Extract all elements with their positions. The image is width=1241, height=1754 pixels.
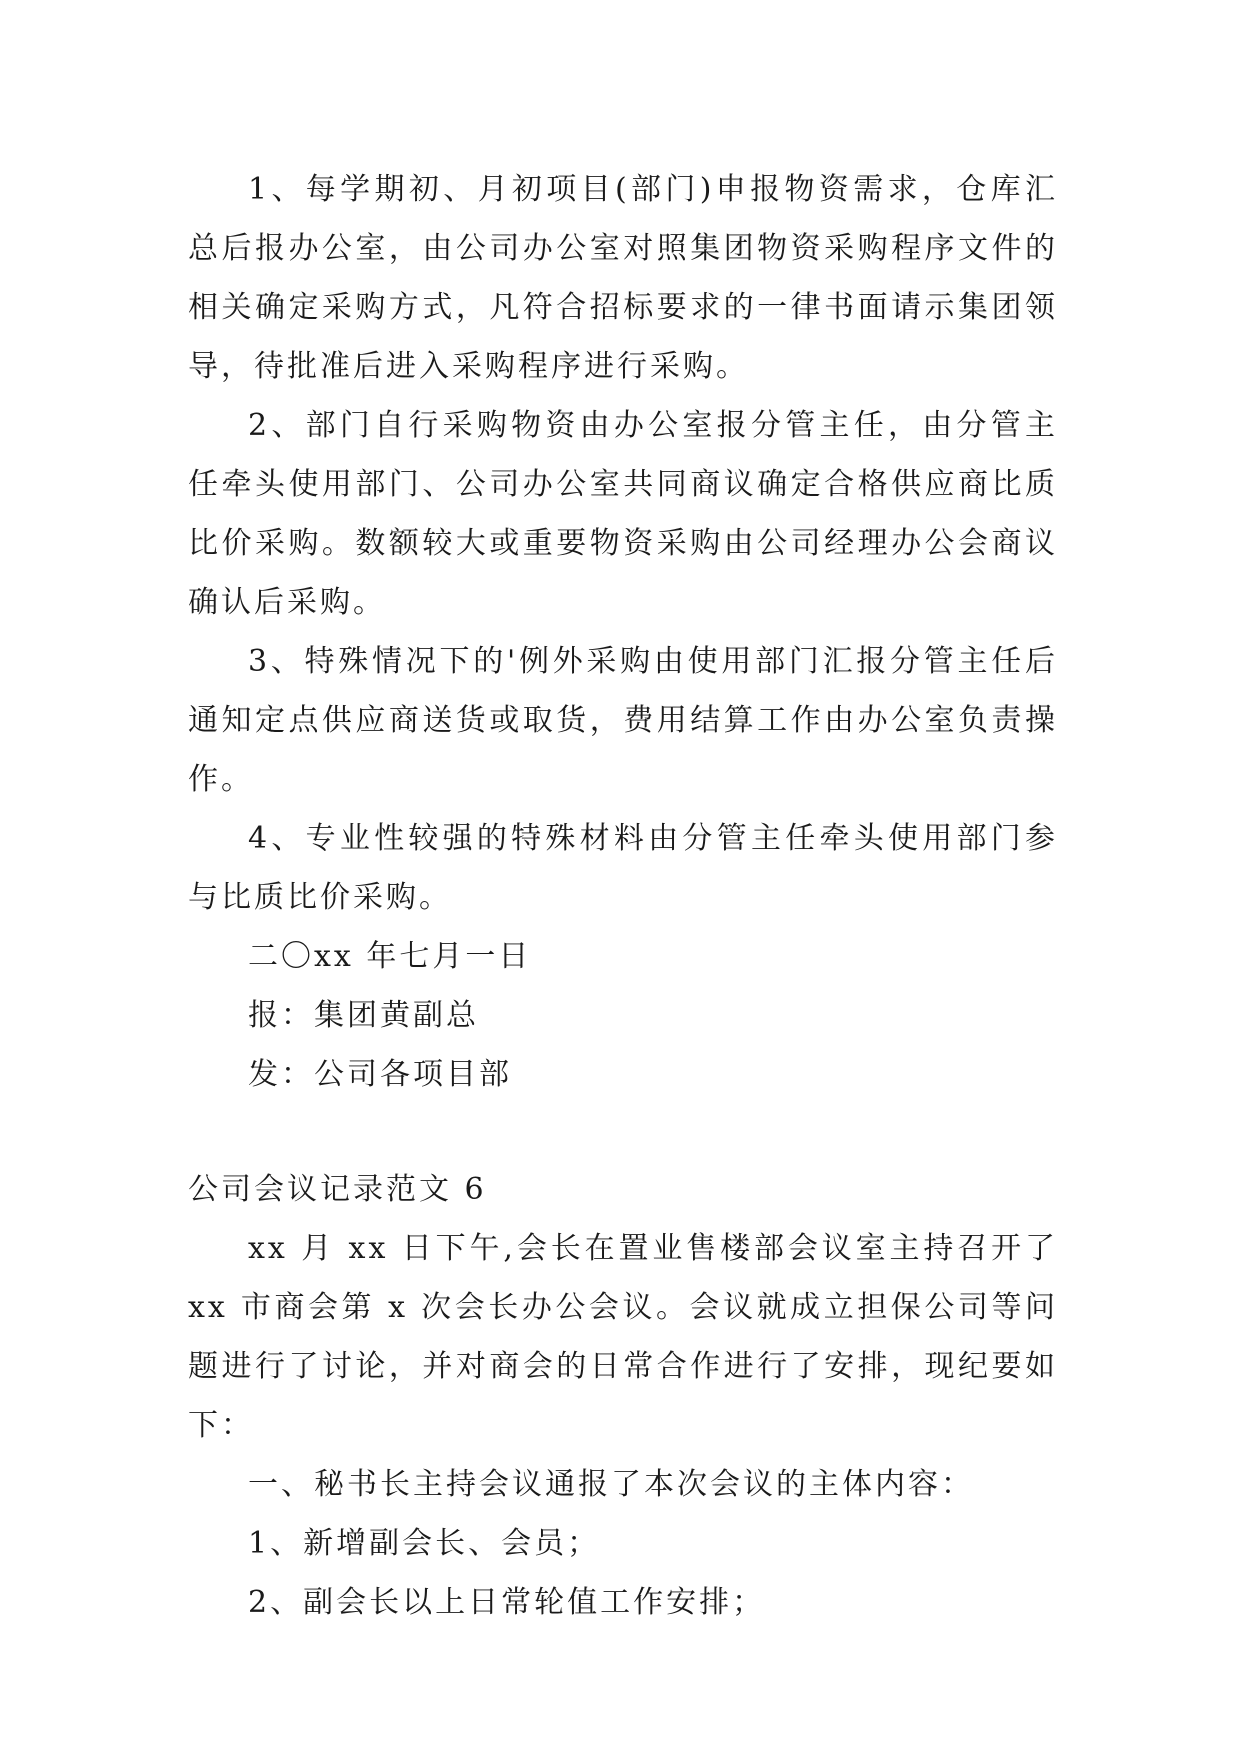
section-gap <box>188 1104 1058 1160</box>
meeting-point-1: 一、秘书长主持会议通报了本次会议的主体内容： <box>248 1467 974 1502</box>
paragraph-item-1: 1、每学期初、月初项目(部门)申报物资需求，仓库汇总后报办公室，由公司办公室对照集团物资采购程序文件的相关确定采购方式，凡符合招标要求的一律书面请示集团领导，待批准后进入采购程序进行采购。 <box>188 172 1058 384</box>
send-to-line: 发：公司各项目部 <box>248 1057 512 1092</box>
meeting-sub-item-1: 1、新增副会长、会员； <box>248 1526 601 1561</box>
report-to-line: 报：集团黄副总 <box>248 998 479 1033</box>
paragraph-item-3: 3、特殊情况下的'例外采购由使用部门汇报分管主任后通知定点供应商送货或取货，费用结算工作由办公室负责操作。 <box>188 644 1058 797</box>
section-title: 公司会议记录范文 6 <box>188 1172 487 1207</box>
meeting-sub-item-2: 2、副会长以上日常轮值工作安排； <box>248 1585 766 1620</box>
meeting-intro: xx 月 xx 日下午,会长在置业售楼部会议室主持召开了 xx 市商会第 x 次会长办公会议。会议就成立担保公司等问题进行了讨论，并对商会的日常合作进行了安排，现纪要如下： <box>188 1231 1058 1443</box>
document-body <box>188 160 1058 1632</box>
paragraph-item-2: 2、部门自行采购物资由办公室报分管主任，由分管主任牵头使用部门、公司办公室共同商议确定合格供应商比质比价采购。数额较大或重要物资采购由公司经理办公会商议确认后采购。 <box>188 408 1058 620</box>
document-date: 二〇xx 年七月一日 <box>248 939 532 974</box>
paragraph-item-4: 4、专业性较强的特殊材料由分管主任牵头使用部门参与比质比价采购。 <box>188 821 1058 915</box>
